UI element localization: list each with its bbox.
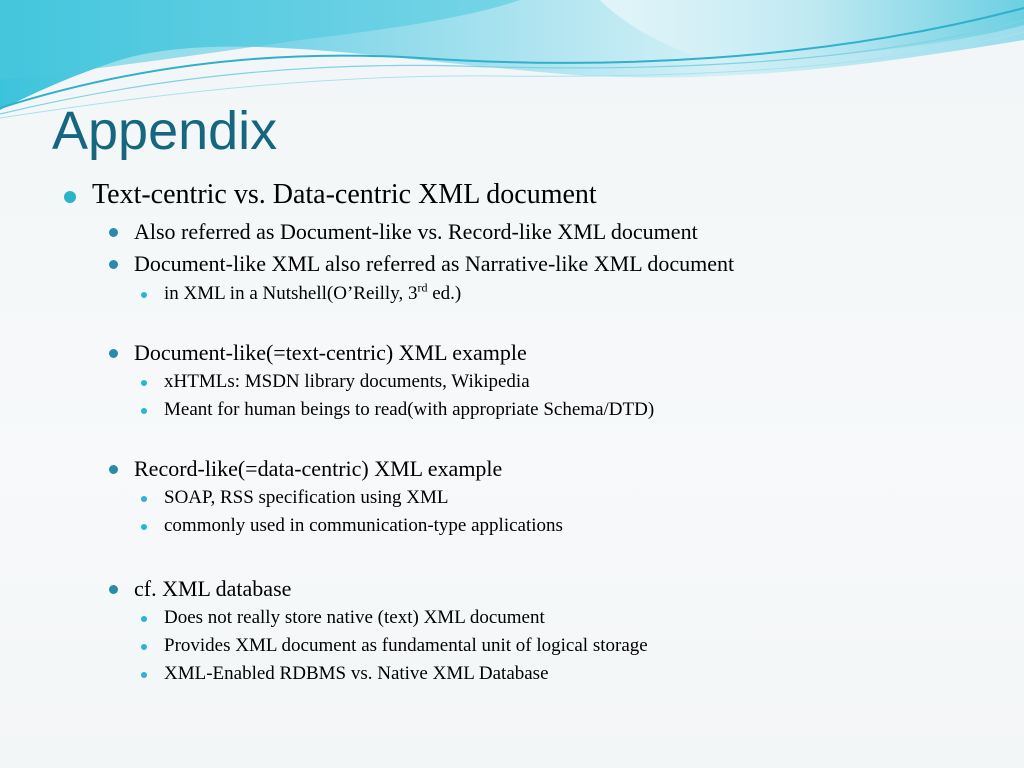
- bullet-text: XML-Enabled RDBMS vs. Native XML Database: [164, 663, 549, 684]
- bullet-text: Document-like XML also referred as Narrative-like XML document: [134, 251, 735, 276]
- bullet-text: Meant for human beings to read(with appropriate Schema/DTD): [164, 399, 655, 420]
- bullet-icon: [109, 260, 118, 269]
- bullet-text: Also referred as Document-like vs. Record-like XML document: [134, 219, 698, 244]
- bullet-text: Provides XML document as fundamental unit of logical storage: [164, 635, 648, 656]
- bullet-icon: [141, 616, 147, 622]
- bullet-text: commonly used in communication-type applications: [164, 515, 563, 536]
- bullet-text: Does not really store native (text) XML document: [164, 607, 545, 628]
- bullet-text: cf. XML database: [134, 576, 292, 601]
- slide-title: Appendix: [52, 101, 278, 161]
- bullet-icon: [64, 191, 76, 203]
- bullet-icon: [141, 408, 147, 414]
- bullet-text: Document-like(=text-centric) XML example: [134, 340, 527, 365]
- bullet-text: in XML in a Nutshell(O’Reilly, 3rd ed.): [164, 280, 462, 304]
- bullet-icon: [141, 292, 147, 298]
- bullet-text: Record-like(=data-centric) XML example: [134, 456, 503, 481]
- bullet-text: [134, 251, 734, 277]
- bullet-icon: [109, 465, 118, 474]
- bullet-icon: [109, 228, 118, 237]
- bullet-icon: [109, 349, 118, 358]
- bullet-text: SOAP, RSS specification using XML: [164, 487, 449, 508]
- bullet-icon: [141, 524, 147, 530]
- bullet-icon: [141, 496, 147, 502]
- bullet-icon: [141, 644, 147, 650]
- bullet-icon: [109, 585, 118, 594]
- bullet-text: xHTMLs: MSDN library documents, Wikipedia: [164, 371, 530, 392]
- bullet-icon: [141, 672, 147, 678]
- bullet-text: Text-centric vs. Data-centric XML document: [92, 179, 597, 210]
- bullet-icon: [141, 380, 147, 386]
